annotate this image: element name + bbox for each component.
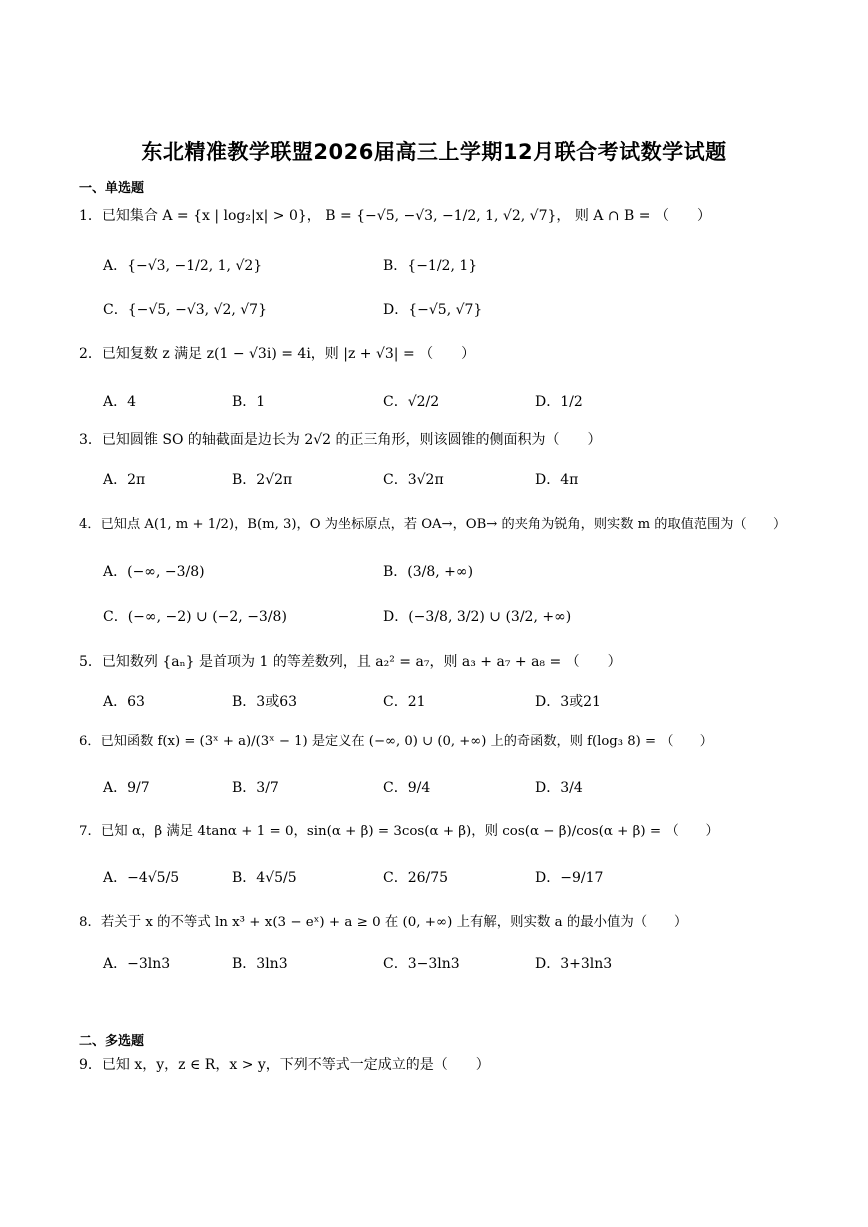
question-2-option-b: B．1 — [232, 394, 266, 410]
question-6-option-d: D．3/4 — [535, 780, 583, 796]
question-1-option-d: D．{−√5, √7} — [383, 302, 483, 318]
question-2-stem: 2．已知复数 z 满足 z(1 − √3i) = 4i，则 |z + √3| = （ ） — [79, 346, 476, 362]
question-4-option-a: A．(−∞, −3/8) — [103, 564, 205, 580]
question-3-option-d: D．4π — [535, 472, 579, 488]
question-1-option-c: C．{−√5, −√3, √2, √7} — [103, 302, 268, 318]
question-8-stem: 8．若关于 x 的不等式 ln x³ + x(3 − eˣ) + a ≥ 0 在 (0, +∞) 上有解，则实数 a 的最小值为（ ） — [79, 915, 688, 930]
question-8-option-a: A．−3ln3 — [103, 956, 171, 972]
question-4-option-b: B．(3/8, +∞) — [383, 564, 474, 580]
question-7-option-c: C．26/75 — [383, 870, 449, 886]
question-4-option-d: D．(−3/8, 3/2) ∪ (3/2, +∞) — [383, 609, 572, 625]
question-3-stem: 3．已知圆锥 SO 的轴截面是边长为 2√2 的正三角形，则该圆锥的侧面积为（ ） — [79, 432, 602, 448]
question-4-option-c: C．(−∞, −2) ∪ (−2, −3/8) — [103, 609, 287, 625]
question-2-option-a: A．4 — [103, 394, 137, 410]
question-6-stem: 6．已知函数 f(x) = (3ˣ + a)/(3ˣ − 1) 是定义在 (−∞, 0) ∪ (0, +∞) 上的奇函数，则 f(log₃ 8) = （ ） — [79, 734, 713, 749]
question-1-option-b: B．{−1/2, 1} — [383, 258, 478, 274]
question-7-option-d: D．−9/17 — [535, 870, 604, 886]
question-6-option-b: B．3/7 — [232, 780, 279, 796]
question-4-stem: 4．已知点 A(1, m + 1/2)，B(m, 3)，O 为坐标原点，若 OA→，OB→ 的夹角为锐角，则实数 m 的取值范围为（ ） — [79, 517, 787, 532]
question-2-option-c: C．√2/2 — [383, 394, 440, 410]
question-8-option-c: C．3−3ln3 — [383, 956, 460, 972]
question-2-option-d: D．1/2 — [535, 394, 583, 410]
question-9-stem: 9．已知 x，y，z ∈ R，x > y，下列不等式一定成立的是（ ） — [79, 1057, 490, 1073]
question-5-option-a: A．63 — [103, 694, 145, 710]
question-7-option-b: B．4√5/5 — [232, 870, 297, 886]
question-6-option-a: A．9/7 — [103, 780, 150, 796]
question-5-stem: 5．已知数列 {aₙ} 是首项为 1 的等差数列，且 a₂² = a₇，则 a₃ + a₇ + a₈ = （ ） — [79, 654, 622, 670]
question-8-option-b: B．3ln3 — [232, 956, 288, 972]
section-heading-single-choice: 一、单选题 — [79, 181, 145, 196]
question-3-option-c: C．3√2π — [383, 472, 444, 488]
question-5-option-c: C．21 — [383, 694, 426, 710]
exam-title: 东北精准教学联盟2026届高三上学期12月联合考试数学试题 — [141, 140, 727, 164]
question-7-option-a: A．−4√5/5 — [103, 870, 180, 886]
question-5-option-d: D．3或21 — [535, 694, 601, 710]
section-heading-multi-choice: 二、多选题 — [79, 1034, 145, 1049]
question-3-option-b: B．2√2π — [232, 472, 293, 488]
question-8-option-d: D．3+3ln3 — [535, 956, 613, 972]
question-6-option-c: C．9/4 — [383, 780, 431, 796]
question-3-option-a: A．2π — [103, 472, 146, 488]
question-1-stem: 1．已知集合 A = {x | log₂|x| > 0}， B = {−√5, −√3, −1/2, 1, √2, √7}， 则 A ∩ B = （ ） — [79, 208, 711, 224]
question-7-stem: 7．已知 α，β 满足 4tanα + 1 = 0，sin(α + β) = 3cos(α + β)，则 cos(α − β)/cos(α + β) = （ ） — [79, 824, 719, 839]
question-5-option-b: B．3或63 — [232, 694, 298, 710]
question-1-option-a: A．{−√3, −1/2, 1, √2} — [103, 258, 263, 274]
